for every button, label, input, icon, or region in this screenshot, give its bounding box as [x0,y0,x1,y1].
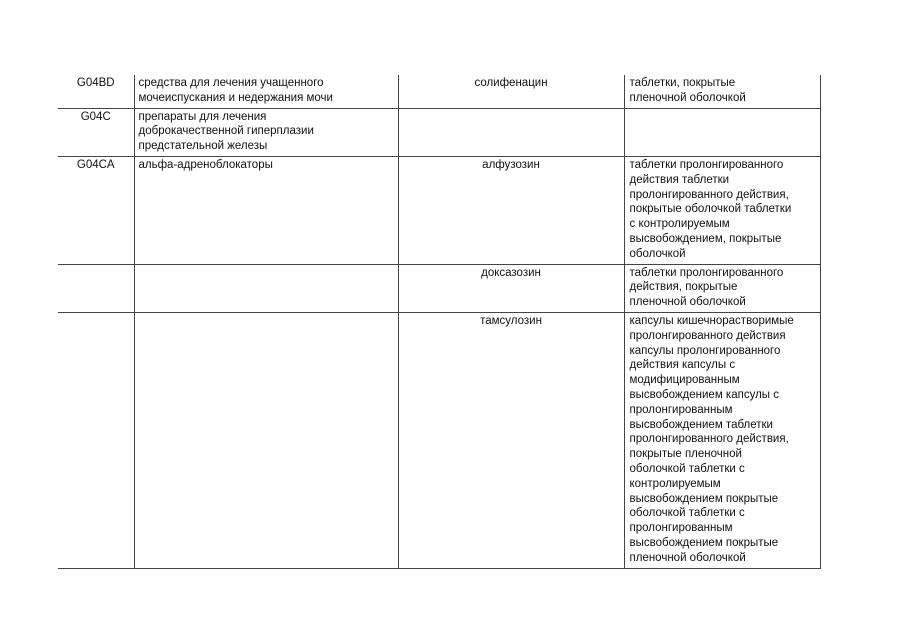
atc-code-cell: G04C [58,108,134,156]
table-row [58,108,820,156]
atc-description-cell: средства для лечения учащенного мочеиспускания и недержания мочи [134,75,398,108]
table-row [58,312,820,568]
atc-code-cell [58,264,134,312]
table-row [58,156,820,264]
atc-code-cell: G04BD [58,75,134,108]
atc-description-cell [134,264,398,312]
atc-code-cell: G04CA [58,156,134,264]
table-row [58,264,820,312]
drug-name-cell [398,108,624,156]
atc-description-cell [134,312,398,568]
atc-description-cell: альфа-адреноблокаторы [134,156,398,264]
drug-name-cell: солифенацин [398,75,624,108]
drug-classification-table [58,75,821,569]
table-row [58,75,820,108]
drug-name-cell: тамсулозин [398,312,624,568]
drug-name-cell: алфузозин [398,156,624,264]
dosage-form-cell: таблетки, покрытые пленочной оболочкой [624,75,820,108]
atc-code-cell [58,312,134,568]
dosage-form-cell: таблетки пролонгированного действия таблетки пролонгированного действия, покрытые оболочкой таблетки с контролируемым высвобождением, покрытые оболочкой [624,156,820,264]
atc-description-cell: препараты для лечения доброкачественной гиперплазии предстательной железы [134,108,398,156]
drug-name-cell: доксазозин [398,264,624,312]
dosage-form-cell [624,108,820,156]
dosage-form-cell: капсулы кишечнорастворимые пролонгированного действия капсулы пролонгированного действия капсулы с модифицированным высвобождением капсулы с пролонгированным высвобождением таблетки пролонгированного действия, покрытые пленочной оболочкой таблетки с контролируемым высвобождением покрытые оболочкой таблетки с пролонгированным высвобождением покрытые пленочной оболочкой [624,312,820,568]
dosage-form-cell: таблетки пролонгированного действия, покрытые пленочной оболочкой [624,264,820,312]
